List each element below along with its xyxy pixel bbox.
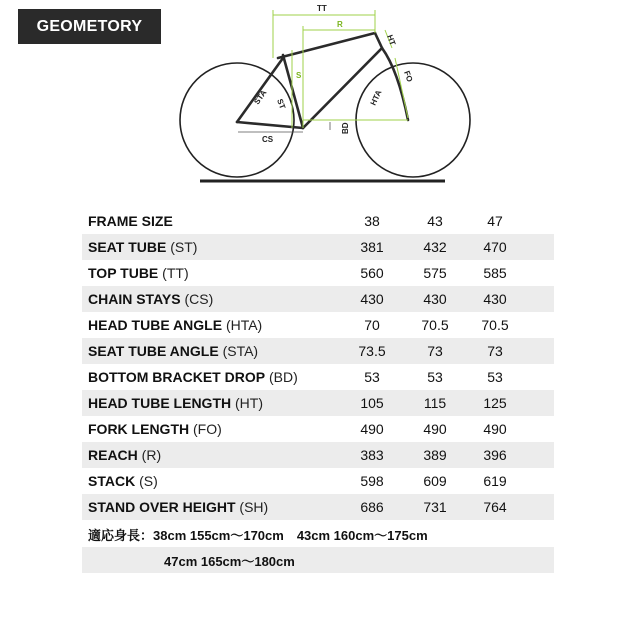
value-38: 490 bbox=[360, 421, 384, 437]
value-43: 389 bbox=[423, 447, 447, 463]
row-abbr: (BD) bbox=[268, 369, 298, 385]
row-abbr: (SH) bbox=[239, 499, 269, 515]
row-abbr: (FO) bbox=[193, 421, 222, 437]
sta-label: STA bbox=[252, 88, 269, 107]
value-47: 470 bbox=[483, 239, 507, 255]
recommended-height-line-1: 適応身長：38cm 155cm〜170cm 43cm 160cm〜175cm bbox=[88, 527, 428, 543]
ht-label: HT bbox=[385, 33, 398, 47]
value-43: 430 bbox=[423, 291, 447, 307]
table-row bbox=[82, 494, 554, 520]
value-43: 432 bbox=[423, 239, 447, 255]
value-47: 619 bbox=[483, 473, 507, 489]
table-row bbox=[82, 286, 554, 312]
value-43: 575 bbox=[423, 265, 447, 281]
value-47: 125 bbox=[483, 395, 507, 411]
row-abbr: (HT) bbox=[235, 395, 264, 411]
row-label: FORK LENGTH bbox=[88, 421, 190, 437]
value-38: 560 bbox=[360, 265, 384, 281]
table-row bbox=[82, 442, 554, 468]
value-47: 490 bbox=[483, 421, 507, 437]
value-47: 396 bbox=[483, 447, 507, 463]
value-38: 70 bbox=[364, 317, 380, 333]
value-47: 585 bbox=[483, 265, 507, 281]
value-38: 105 bbox=[360, 395, 384, 411]
row-label: REACH bbox=[88, 447, 138, 463]
row-abbr: (STA) bbox=[222, 343, 259, 359]
table-row bbox=[82, 312, 554, 338]
hta-label: HTA bbox=[368, 88, 384, 107]
row-abbr: (ST) bbox=[170, 239, 198, 255]
value-38: 598 bbox=[360, 473, 384, 489]
row-abbr: (S) bbox=[139, 473, 158, 489]
recommended-height-row-1 bbox=[82, 521, 554, 547]
table-row bbox=[82, 364, 554, 390]
table-row bbox=[82, 260, 554, 286]
value-43: 731 bbox=[423, 499, 447, 515]
value-47: 430 bbox=[483, 291, 507, 307]
row-abbr: (CS) bbox=[184, 291, 214, 307]
value-38: 53 bbox=[364, 369, 380, 385]
value-38: 381 bbox=[360, 239, 384, 255]
row-label: STAND OVER HEIGHT bbox=[88, 499, 236, 515]
row-label: STACK bbox=[88, 473, 136, 489]
row-label: HEAD TUBE LENGTH bbox=[88, 395, 232, 411]
row-abbr: (HTA) bbox=[225, 317, 263, 333]
recommended-height-row-2 bbox=[82, 547, 554, 573]
value-43: 609 bbox=[423, 473, 447, 489]
value-38: 430 bbox=[360, 291, 384, 307]
value-38: 73.5 bbox=[358, 343, 386, 359]
row-label: TOP TUBE bbox=[88, 265, 159, 281]
value-38: 686 bbox=[360, 499, 384, 515]
r-label: R bbox=[337, 20, 343, 29]
size-43: 43 bbox=[427, 213, 443, 229]
row-abbr: (R) bbox=[141, 447, 162, 463]
tt-label: TT bbox=[317, 4, 327, 13]
size-47: 47 bbox=[487, 213, 503, 229]
table-row bbox=[82, 390, 554, 416]
table-row bbox=[82, 416, 554, 442]
table-row bbox=[82, 468, 554, 494]
recommended-height-line-2: 47cm 165cm〜180cm bbox=[164, 553, 295, 569]
frame-size-label: FRAME SIZE bbox=[88, 213, 173, 229]
value-47: 73 bbox=[487, 343, 503, 359]
value-47: 70.5 bbox=[481, 317, 509, 333]
size-38: 38 bbox=[364, 213, 380, 229]
row-label: SEAT TUBE bbox=[88, 239, 167, 255]
st-label: ST bbox=[275, 97, 288, 111]
row-label: SEAT TUBE ANGLE bbox=[88, 343, 219, 359]
value-47: 53 bbox=[487, 369, 503, 385]
cs-label: CS bbox=[262, 135, 274, 144]
value-43: 73 bbox=[427, 343, 443, 359]
value-43: 490 bbox=[423, 421, 447, 437]
row-label: CHAIN STAYS bbox=[88, 291, 181, 307]
value-43: 115 bbox=[423, 395, 447, 411]
value-43: 53 bbox=[427, 369, 443, 385]
geometry-table bbox=[82, 208, 554, 520]
row-label: BOTTOM BRACKET DROP bbox=[88, 369, 266, 385]
table-row bbox=[82, 338, 554, 364]
bd-label: BD bbox=[341, 122, 350, 134]
value-47: 764 bbox=[483, 499, 507, 515]
geometry-badge: GEOMETORY bbox=[18, 9, 161, 44]
value-38: 383 bbox=[360, 447, 384, 463]
row-label: HEAD TUBE ANGLE bbox=[88, 317, 223, 333]
row-abbr: (TT) bbox=[162, 265, 189, 281]
table-row bbox=[82, 234, 554, 260]
table-header-row bbox=[82, 208, 554, 234]
s-label: S bbox=[296, 71, 302, 80]
bike-geometry-diagram bbox=[170, 0, 480, 190]
fo-label: FO bbox=[402, 69, 415, 84]
value-43: 70.5 bbox=[421, 317, 449, 333]
